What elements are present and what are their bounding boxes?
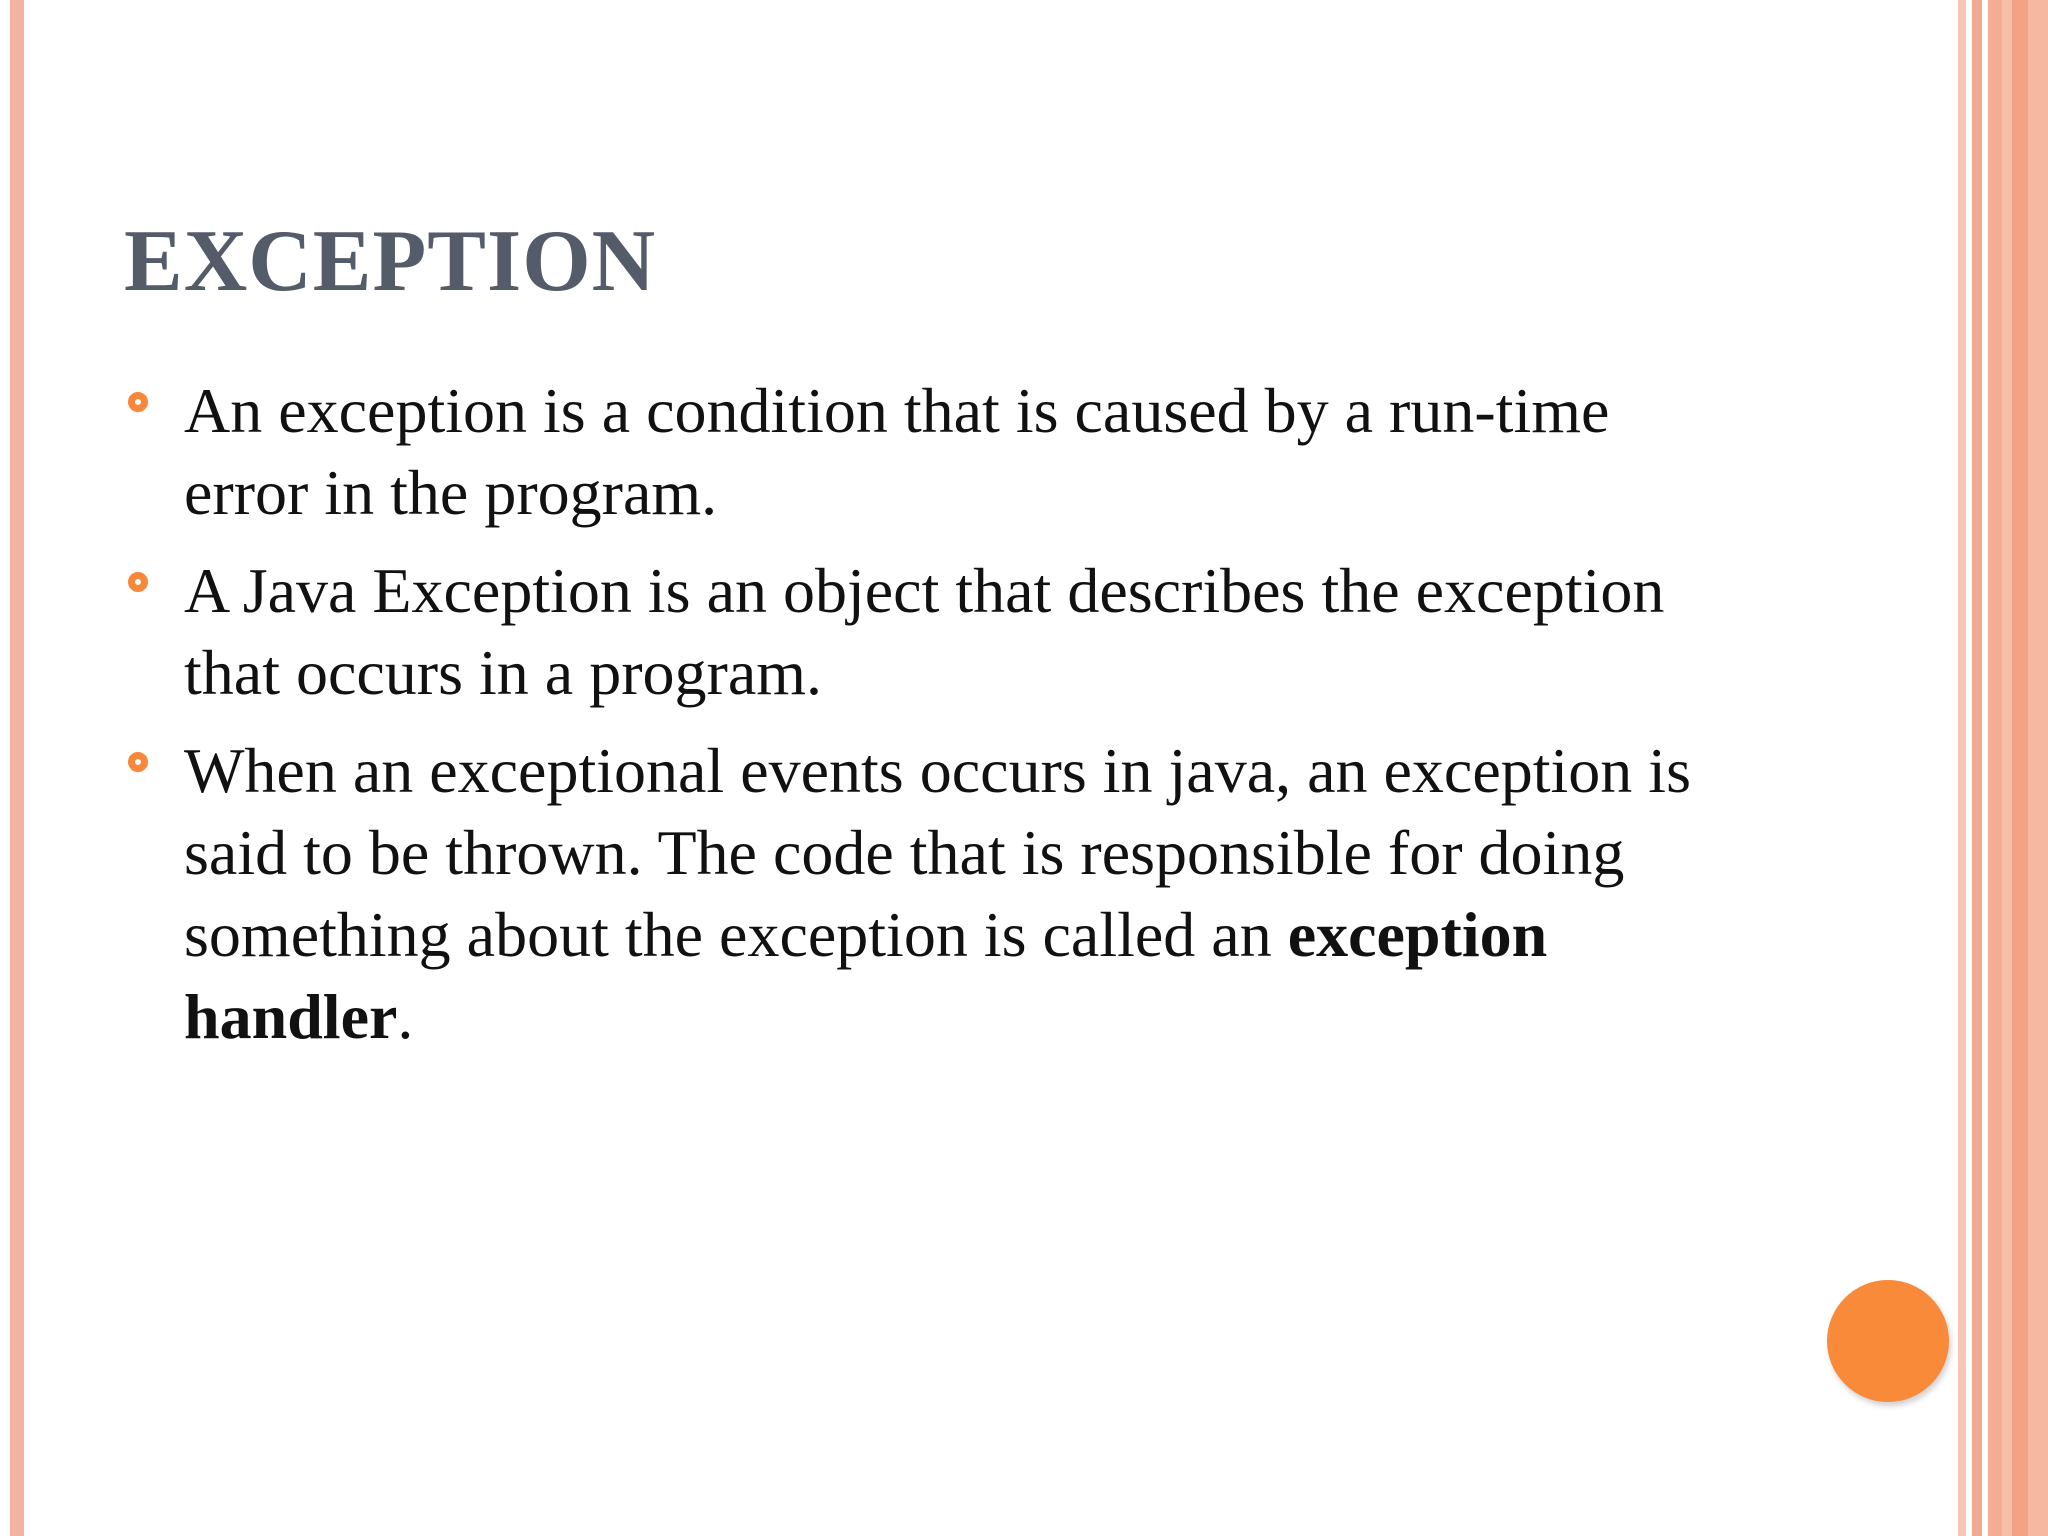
bullet-list (124, 370, 1744, 1074)
bullet-text: A Java Exception is an object that describes the exception that occurs in a program. (184, 555, 1665, 708)
bullet-text (184, 735, 1691, 1052)
slide-title: EXCEPTION (124, 213, 657, 310)
bullet-item (124, 730, 1744, 1058)
right-border-stripe (1972, 0, 1982, 1536)
bullet-item (124, 550, 1744, 714)
bullet-circle-icon (128, 752, 148, 772)
orange-circle-decoration (1827, 1280, 1949, 1402)
right-border-stripe (1988, 0, 2048, 1536)
bullet-circle-icon (128, 392, 148, 412)
right-border-stripe (1958, 0, 1966, 1536)
bullet-circle-icon (128, 572, 148, 592)
bullet-item (124, 370, 1744, 534)
bold-term: exception handler (184, 899, 1548, 1052)
bullet-text-part: . (397, 981, 414, 1052)
bullet-text-part: When an exceptional events occurs in java, an exception is said to be thrown. The code that is responsible for doing something about the exception is called an (184, 735, 1691, 970)
bullet-text: An exception is a condition that is caused by a run-time error in the program. (184, 375, 1610, 528)
left-border-decoration (10, 0, 24, 1536)
